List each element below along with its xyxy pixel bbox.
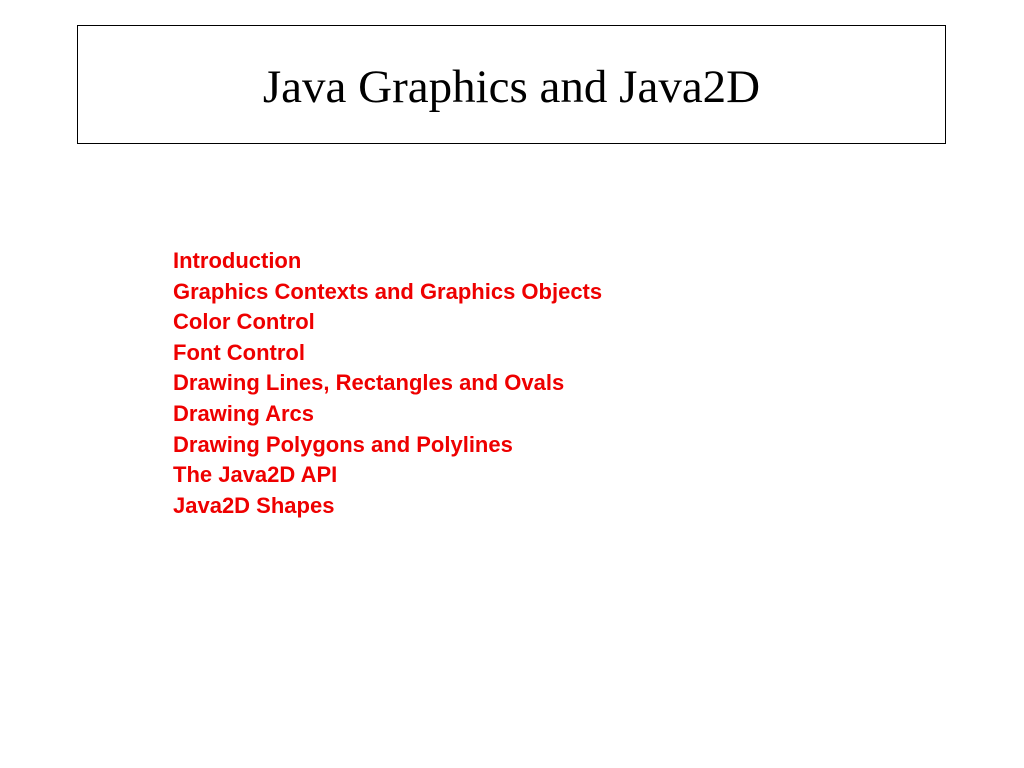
topic-list <box>173 246 602 521</box>
topic-item-drawing-arcs: Drawing Arcs <box>173 400 315 426</box>
slide-title: Java Graphics and Java2D <box>262 61 761 113</box>
topic-item-font-control: Font Control <box>173 339 305 365</box>
topic-item-color-control: Color Control <box>173 309 315 335</box>
topic-item-graphics-contexts: Graphics Contexts and Graphics Objects <box>173 278 603 304</box>
topic-item-drawing-polygons: Drawing Polygons and Polylines <box>173 431 513 457</box>
topic-item-java2d-shapes: Java2D Shapes <box>173 492 335 518</box>
topic-item-drawing-lines: Drawing Lines, Rectangles and Ovals <box>173 370 565 396</box>
title-box <box>77 25 946 144</box>
topic-item-java2d-api: The Java2D API <box>173 462 338 488</box>
topic-item-introduction: Introduction <box>173 248 302 273</box>
